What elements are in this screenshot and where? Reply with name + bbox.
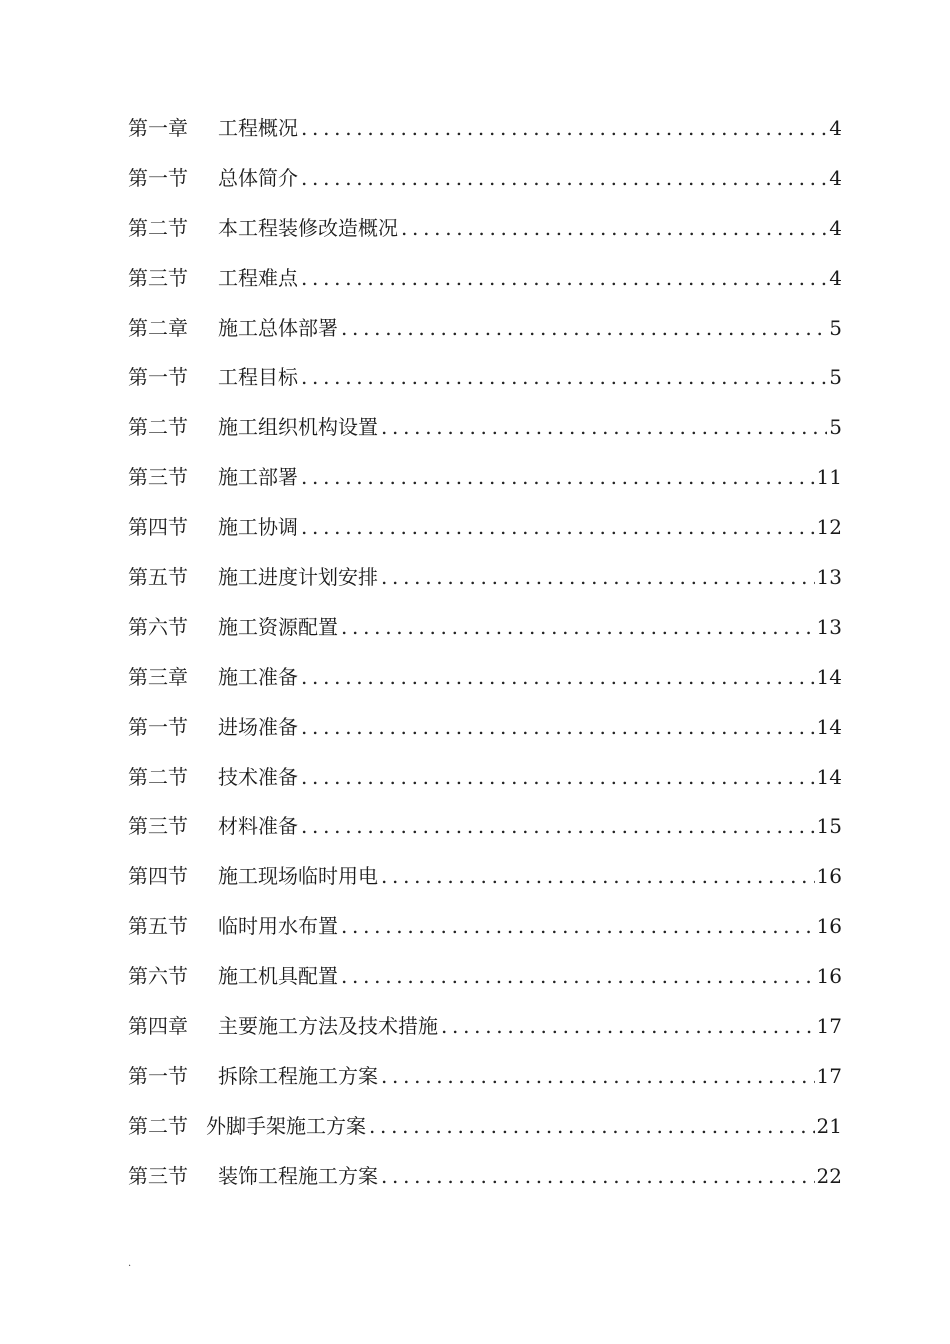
toc-entry[interactable] bbox=[128, 312, 842, 362]
toc-label: 第二节 bbox=[128, 215, 188, 240]
toc-label: 第一章 bbox=[128, 116, 188, 140]
toc-entry[interactable] bbox=[128, 611, 842, 661]
toc-label: 第四节 bbox=[128, 515, 188, 540]
toc-page-number: 16 bbox=[816, 964, 842, 989]
toc-title: 临时用水布置 bbox=[218, 914, 338, 939]
toc-page-number: 21 bbox=[816, 1113, 842, 1138]
toc-page-number: 22 bbox=[816, 1163, 842, 1188]
toc-page-number: 4 bbox=[829, 215, 842, 240]
toc-leader-dots bbox=[298, 166, 827, 190]
toc-label: 第四节 bbox=[128, 864, 188, 889]
toc-entry[interactable] bbox=[128, 561, 842, 611]
toc-entry[interactable] bbox=[128, 761, 842, 811]
toc-leader-dots bbox=[298, 665, 815, 689]
toc-entry[interactable] bbox=[128, 162, 842, 212]
toc-title: 总体简介 bbox=[218, 165, 298, 190]
toc-page-number: 14 bbox=[816, 764, 842, 789]
toc-entry[interactable] bbox=[128, 1010, 842, 1060]
toc-page-number: 17 bbox=[816, 1063, 842, 1088]
toc-leader-dots bbox=[338, 914, 815, 938]
toc-leader-dots bbox=[298, 116, 827, 140]
toc-leader-dots bbox=[298, 814, 815, 838]
toc-title: 施工现场临时用电 bbox=[218, 864, 378, 889]
toc-entry[interactable] bbox=[128, 411, 842, 461]
toc-page-number: 5 bbox=[829, 415, 842, 440]
toc-title: 施工总体部署 bbox=[218, 315, 338, 340]
toc-title: 装饰工程施工方案 bbox=[218, 1163, 378, 1188]
toc-title: 施工协调 bbox=[218, 515, 298, 540]
toc-label: 第一节 bbox=[128, 1063, 188, 1088]
toc-leader-dots bbox=[378, 565, 815, 589]
toc-leader-dots bbox=[378, 864, 815, 888]
toc-label: 第四章 bbox=[128, 1014, 188, 1039]
toc-label: 第一节 bbox=[128, 165, 188, 190]
toc-leader-dots bbox=[338, 316, 827, 340]
toc-title: 施工部署 bbox=[218, 465, 298, 490]
toc-leader-dots bbox=[366, 1114, 815, 1138]
toc-leader-dots bbox=[298, 266, 827, 290]
toc-title: 外脚手架施工方案 bbox=[206, 1113, 366, 1138]
toc-leader-dots bbox=[398, 216, 827, 240]
toc-entry[interactable] bbox=[128, 1160, 842, 1210]
toc-label: 第一节 bbox=[128, 365, 188, 390]
toc-title: 施工准备 bbox=[218, 664, 298, 689]
toc-entry[interactable] bbox=[128, 711, 842, 761]
toc-page-number: 15 bbox=[816, 814, 842, 839]
toc-entry[interactable] bbox=[128, 910, 842, 960]
toc-leader-dots bbox=[298, 515, 815, 539]
toc-title: 主要施工方法及技术措施 bbox=[218, 1014, 438, 1039]
toc-title: 工程难点 bbox=[218, 265, 298, 290]
toc-page-number: 16 bbox=[816, 864, 842, 889]
toc-title: 技术准备 bbox=[218, 764, 298, 789]
toc-title: 施工组织机构设置 bbox=[218, 415, 378, 440]
toc-title: 进场准备 bbox=[218, 714, 298, 739]
footer-mark: . bbox=[128, 1258, 132, 1269]
toc-label: 第一节 bbox=[128, 714, 188, 739]
toc-entry[interactable] bbox=[128, 511, 842, 561]
toc-leader-dots bbox=[298, 715, 815, 739]
toc-page-number: 14 bbox=[816, 714, 842, 739]
toc-page-number: 13 bbox=[816, 614, 842, 639]
toc-page-number: 4 bbox=[829, 265, 842, 290]
toc-entry[interactable] bbox=[128, 212, 842, 262]
toc-entry[interactable] bbox=[128, 960, 842, 1010]
toc-leader-dots bbox=[338, 964, 815, 988]
toc-page-number: 5 bbox=[829, 315, 842, 340]
toc-entry[interactable] bbox=[128, 1060, 842, 1110]
toc-label: 第五节 bbox=[128, 565, 188, 590]
toc-leader-dots bbox=[378, 1064, 815, 1088]
toc-leader-dots bbox=[378, 415, 827, 439]
toc-entry[interactable] bbox=[128, 860, 842, 910]
toc-label: 第三节 bbox=[128, 465, 188, 490]
toc-entry[interactable] bbox=[128, 661, 842, 711]
toc-entry[interactable] bbox=[128, 112, 842, 162]
toc-label: 第二章 bbox=[128, 315, 188, 340]
toc-entry[interactable] bbox=[128, 361, 842, 411]
toc-label: 第三节 bbox=[128, 265, 188, 290]
toc-title: 施工资源配置 bbox=[218, 614, 338, 639]
toc-page-number: 14 bbox=[816, 664, 842, 689]
toc-title: 材料准备 bbox=[218, 814, 298, 839]
toc-label: 第五节 bbox=[128, 914, 188, 939]
toc-label: 第六节 bbox=[128, 614, 188, 639]
toc-label: 第二节 bbox=[128, 764, 188, 789]
toc-label: 第二节 bbox=[128, 1113, 188, 1138]
toc-label: 第六节 bbox=[128, 964, 188, 989]
toc-title: 工程目标 bbox=[218, 365, 298, 390]
toc-entry[interactable] bbox=[128, 461, 842, 511]
toc-leader-dots bbox=[438, 1014, 815, 1038]
toc-leader-dots bbox=[338, 615, 815, 639]
toc-page-number: 17 bbox=[816, 1014, 842, 1039]
toc-label: 第二节 bbox=[128, 415, 188, 440]
toc-title: 拆除工程施工方案 bbox=[218, 1063, 378, 1088]
toc-entry[interactable] bbox=[128, 262, 842, 312]
toc-leader-dots bbox=[378, 1164, 815, 1188]
toc-title: 施工机具配置 bbox=[218, 964, 338, 989]
toc-label: 第三节 bbox=[128, 1163, 188, 1188]
toc-title: 本工程装修改造概况 bbox=[218, 215, 398, 240]
toc-page-number: 16 bbox=[816, 914, 842, 939]
table-of-contents bbox=[128, 112, 842, 1210]
toc-title: 施工进度计划安排 bbox=[218, 565, 378, 590]
toc-entry[interactable] bbox=[128, 810, 842, 860]
toc-page-number: 12 bbox=[816, 515, 842, 540]
toc-leader-dots bbox=[298, 465, 815, 489]
toc-page-number: 11 bbox=[816, 465, 842, 490]
toc-leader-dots bbox=[298, 765, 815, 789]
toc-label: 第三章 bbox=[128, 664, 188, 689]
toc-leader-dots bbox=[298, 365, 827, 389]
toc-page-number: 13 bbox=[816, 565, 842, 590]
toc-label: 第三节 bbox=[128, 814, 188, 839]
toc-page-number: 4 bbox=[829, 116, 842, 140]
toc-title: 工程概况 bbox=[218, 116, 298, 140]
toc-entry[interactable] bbox=[128, 1110, 842, 1160]
toc-page-number: 5 bbox=[829, 365, 842, 390]
toc-page-number: 4 bbox=[829, 165, 842, 190]
